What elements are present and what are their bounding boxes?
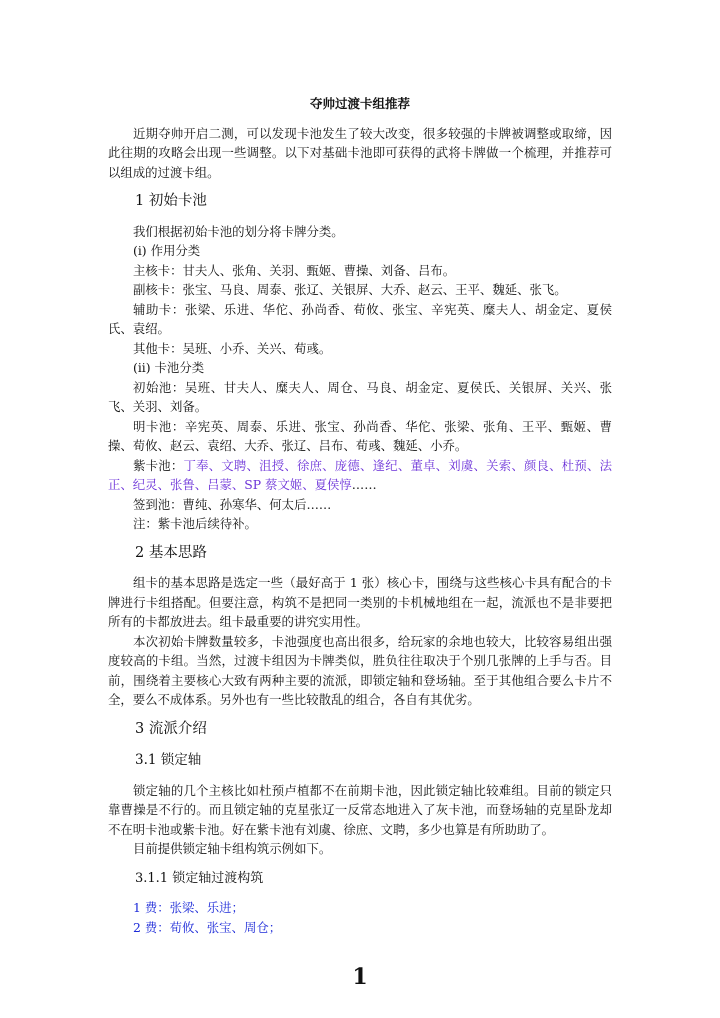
other-cards: 其他卡：吴班、小乔、关兴、荀彧。 bbox=[133, 340, 332, 356]
section-3-1-paragraph-2: 目前提供锁定轴卡组构筑示例如下。 bbox=[133, 841, 332, 856]
initial-pool-cards: 初始池：吴班、甘夫人、糜夫人、周仓、马良、胡金定、夏侯氏、关银屏、关兴、张飞、关羽、刘备。 bbox=[108, 379, 612, 414]
intro-paragraph: 近期夺帅开启二测，可以发现卡池发生了较大改变，很多较强的卡牌被调整或取缔，因此往期的攻略会出现一些调整。以下对基础卡池即可获得的武将卡牌做一个梳理，并推荐可以组成的过渡卡组。 bbox=[108, 125, 612, 180]
purple-pool-cards bbox=[108, 456, 612, 495]
section-1-heading: 1 初始卡池 bbox=[135, 193, 207, 209]
section-3-heading: 3 流派介绍 bbox=[135, 720, 207, 737]
page-number: 1 bbox=[352, 964, 368, 990]
purple-pool-label: 紫卡池： bbox=[133, 457, 184, 473]
vice-core-cards: 副核卡：张宝、马良、周泰、张辽、关银屏、大乔、赵云、王平、魏延、张飞。 bbox=[133, 282, 567, 297]
gold-pool-cards: 明卡池：辛宪英、周泰、乐进、张宝、孙尚香、华佗、张梁、张角、王平、甄姬、曹操、荀攸、赵云、袁绍、大乔、张辽、吕布、荀彧、魏延、小乔。 bbox=[108, 418, 612, 453]
main-core-cards: 主核卡：甘夫人、张角、关羽、甄姬、曹操、刘备、吕布。 bbox=[133, 262, 456, 278]
subheading-pool-category: (ii) 卡池分类 bbox=[133, 360, 205, 375]
purple-pool-names: 丁奉、文聘、沮授、徐庶、庞德、逢纪、董卓、刘虞、关索、颜良、杜预、法正、纪灵、张鲁、吕蒙、SP 蔡文姬、夏侯惇 bbox=[108, 457, 613, 492]
section-2-paragraph-1: 组卡的基本思路是选定一些（最好高于 1 张）核心卡，围绕与这些核心卡具有配合的卡牌进行卡组搭配。但要注意，构筑不是把同一类别的卡机械地组在一起，流派也不是非要把所有的卡都放进去。组卡最重要的讲究实用性。 bbox=[108, 575, 612, 629]
subheading-usage-category: (i) 作用分类 bbox=[133, 243, 201, 258]
support-cards: 辅助卡：张梁、乐进、华佗、孙尚香、荀攸、张宝、辛宪英、糜夫人、胡金定、夏侯氏、袁绍。 bbox=[108, 301, 612, 336]
section-3-1-1-heading: 3.1.1 锁定轴过渡构筑 bbox=[135, 870, 264, 886]
section-3-1-paragraph-1: 锁定轴的几个主核比如杜预卢植都不在前期卡池，因此锁定轴比较难组。目前的锁定只靠曹操是不行的。而且锁定轴的克星张辽一反常态地进入了灰卡池，而登场轴的克星卧龙却不在明卡池或紫卡池。好在紫卡池有刘虞、徐庶、文聘，多少也算是有所助助了。 bbox=[108, 782, 612, 837]
purple-pool-ellipsis: …… bbox=[351, 477, 377, 492]
document-title: 夺帅过渡卡组推荐 bbox=[309, 96, 410, 111]
signin-pool-cards: 签到池：曹纯、孙寒华、何太后…… bbox=[133, 496, 332, 512]
purple-pool-note: 注：紫卡池后续待补。 bbox=[133, 516, 257, 531]
section-2-heading: 2 基本思路 bbox=[135, 544, 207, 561]
cost-2-cards: 2 费：荀攸、张宝、周仓； bbox=[133, 919, 282, 935]
section-1-lead: 我们根据初始卡池的划分将卡牌分类。 bbox=[133, 223, 344, 239]
section-2-paragraph-2: 本次初始卡牌数量较多，卡池强度也高出很多，给玩家的余地也较大，比较容易组出强度较高的卡组。当然，过渡卡组因为卡牌类似，胜负往往取决于个别几张牌的上手与否。目前，围绕着主要核心大致有两种主要的流派，即锁定轴和登场轴。至于其他组合要么卡片不全，要么不成体系。另外也有一些比较散乱的组合，各自有其优劣。 bbox=[108, 633, 612, 707]
cost-1-cards: 1 费：张梁、乐进； bbox=[133, 900, 244, 915]
section-3-1-heading: 3.1 锁定轴 bbox=[135, 752, 202, 768]
